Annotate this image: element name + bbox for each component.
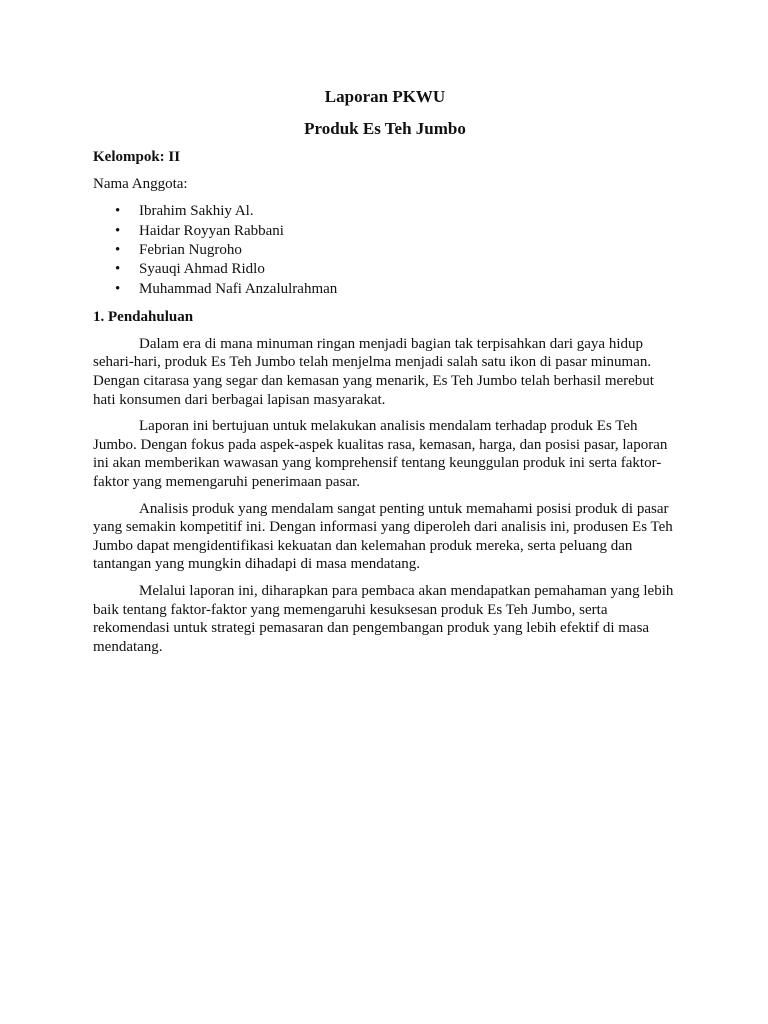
list-item — [93, 280, 677, 299]
bullet-icon: • — [115, 280, 121, 297]
document-subtitle: Produk Es Teh Jumbo — [304, 119, 466, 138]
list-item — [93, 260, 677, 279]
list-item — [93, 202, 677, 221]
member-name: Muhammad Nafi Anzalulrahman — [139, 280, 338, 297]
list-item — [93, 241, 677, 260]
member-name: Haidar Royyan Rabbani — [139, 222, 284, 239]
group-label: Kelompok: II — [93, 149, 181, 165]
paragraph: Analisis produk yang mendalam sangat penting untuk memahami posisi produk di pasar yang semakin kompetitif ini. Dengan informasi yang diperoleh dari analisis ini, produsen Es Teh Jumbo dapat mengidentifikasi kekuatan dan kelemahan produk mereka, serta peluang dan tantangan yang mungkin dihadapi di masa mendatang. — [93, 500, 673, 573]
paragraph: Dalam era di mana minuman ringan menjadi bagian tak terpisahkan dari gaya hidup sehari-hari, produk Es Teh Jumbo telah menjelma menjadi salah satu ikon di pasar minuman. Dengan citarasa yang segar dan kemasan yang menarik, Es Teh Jumbo telah berhasil merebut hati konsumen dari berbagai lapisan masyarakat. — [93, 335, 654, 408]
list-item — [93, 222, 677, 241]
document-content — [93, 86, 677, 664]
document-title: Laporan PKWU — [324, 87, 446, 106]
bullet-icon: • — [115, 261, 121, 278]
bullet-icon: • — [115, 203, 121, 220]
bullet-icon: • — [115, 242, 121, 258]
member-name: Febrian Nugroho — [139, 242, 242, 258]
members-label: Nama Anggota: — [93, 175, 188, 192]
member-name: Ibrahim Sakhiy Al. — [139, 203, 254, 220]
bullet-icon: • — [115, 222, 121, 239]
paragraph: Laporan ini bertujuan untuk melakukan analisis mendalam terhadap produk Es Teh Jumbo. Dengan fokus pada aspek-aspek kualitas rasa, kemasan, harga, dan posisi pasar, laporan ini akan memberikan wawasan yang komprehensif tentang keunggulan produk ini serta faktor-faktor yang memengaruhi penerimaan pasar. — [93, 418, 668, 490]
member-list — [93, 202, 677, 299]
member-name: Syauqi Ahmad Ridlo — [139, 261, 265, 278]
paragraph: Melalui laporan ini, diharapkan para pembaca akan mendapatkan pemahaman yang lebih baik tentang faktor-faktor yang memengaruhi kesuksesan produk Es Teh Jumbo, serta rekomendasi untuk strategi pemasaran dan pengembangan produk yang lebih efektif di masa mendatang. — [93, 582, 674, 655]
section-heading: 1. Pendahuluan — [93, 309, 194, 326]
